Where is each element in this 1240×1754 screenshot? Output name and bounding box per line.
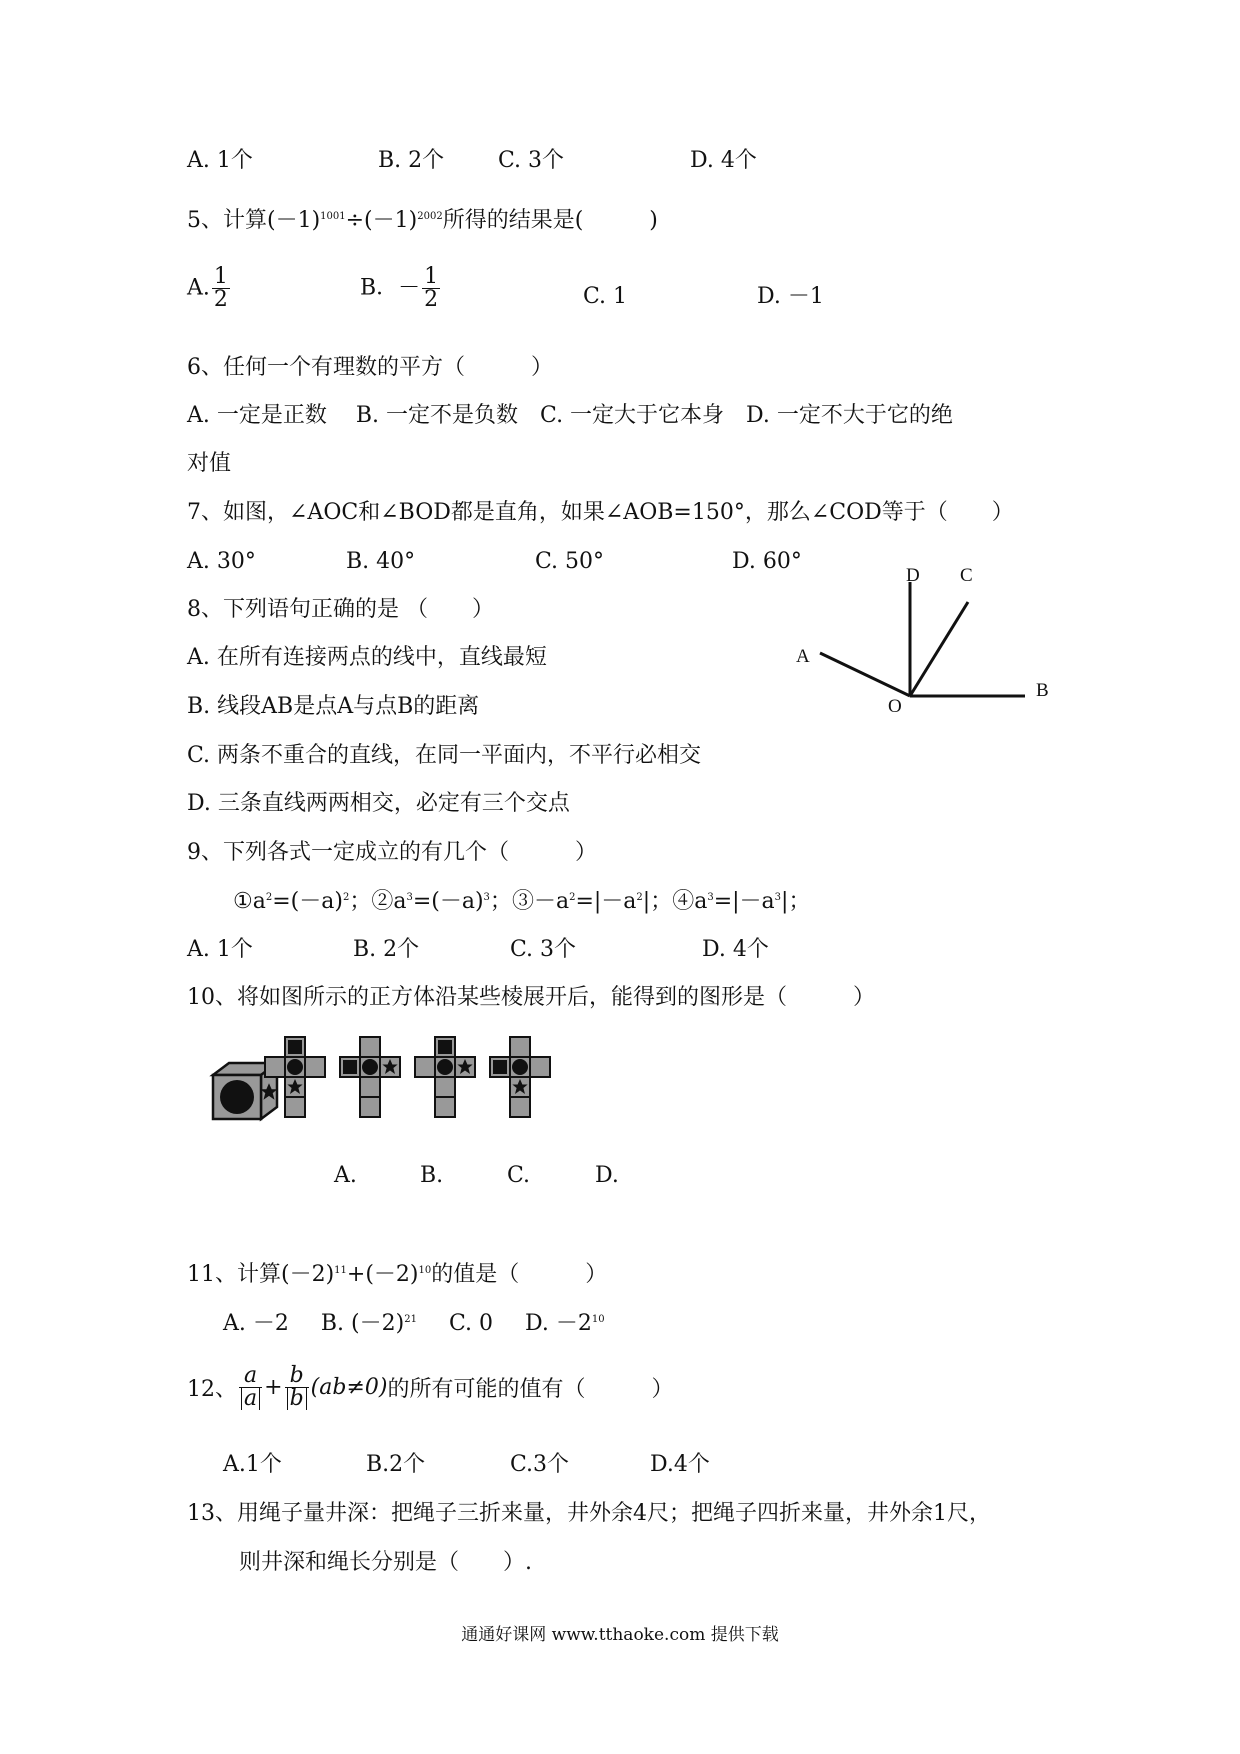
point-label-c: C: [960, 565, 973, 586]
q11-option-a: A. －2: [223, 1311, 289, 1336]
q4-option-a: A. 1个: [187, 148, 253, 173]
q10-label-a: A.: [334, 1163, 357, 1188]
q6-options: A. 一定是正数 B. 一定不是负数 C. 一定大于它本身 D. 一定不大于它的绝: [187, 403, 953, 428]
q12-option-a: A.1个: [223, 1452, 282, 1477]
q12-option-b: B.2个: [366, 1452, 426, 1477]
q8-option-a: A. 在所有连接两点的线中，直线最短: [187, 645, 547, 670]
q11-option-b: B. $(-2)^{21}$: [320, 1311, 417, 1336]
q5-option-c: C. 1: [583, 284, 628, 309]
q9-items: $①a^2=(-a)^2$；$②a^3=(-a)^3$；$③-a^2=|-a^2|$；$④a^3=|-a^3|$；: [233, 889, 811, 914]
q10-label-c: C.: [507, 1163, 531, 1188]
q6-stem: 6、任何一个有理数的平方（ ）: [187, 355, 553, 380]
point-label-o: O: [888, 696, 902, 717]
q8-option-b: B. 线段AB是点A与点B的距离: [187, 694, 480, 719]
q12-option-c: C.3个: [510, 1452, 570, 1477]
q11-option-c: C. 0: [448, 1311, 493, 1336]
q11-options: [223, 1311, 605, 1337]
ray-oa: [820, 653, 910, 696]
q5-option-d: D. －1: [757, 284, 824, 309]
net-d: [490, 1037, 550, 1117]
q12-option-d: D.4个: [650, 1452, 710, 1477]
q7-option-b: B. 40°: [346, 549, 416, 574]
q5-option-a: A. $\frac{1}{2}$: [187, 264, 228, 312]
q7-stem: 7、如图，∠AOC和∠BOD都是直角，如果∠AOB=150°，那么∠COD等于（ ）: [187, 500, 1014, 525]
q9-stem: 9、下列各式一定成立的有几个（ ）: [187, 840, 597, 865]
q10-label-d: D.: [595, 1163, 619, 1188]
q5-stem: 5、计算$(-1)^{1001}\div(-1)^{2002}$所得的结果是( ): [187, 208, 658, 233]
q7-option-a: A. 30°: [187, 549, 256, 574]
q7-option-d: D. 60°: [732, 549, 802, 574]
q13-line1: 13、用绳子量井深：把绳子三折来量，井外余4尺；把绳子四折来量，井外余1尺，: [187, 1501, 991, 1526]
ray-oc: [910, 602, 968, 696]
point-label-a: A: [796, 646, 810, 667]
q9-option-c: C. 3个: [510, 937, 577, 962]
q10-label-b: B.: [420, 1163, 444, 1188]
angle-figure: [780, 560, 1060, 720]
q9-option-b: B. 2个: [353, 937, 420, 962]
q13-line2: 则井深和绳长分别是（ ）.: [239, 1550, 532, 1575]
net-c: [415, 1037, 475, 1117]
q6-options-cont: 对值: [187, 451, 232, 476]
q9-option-d: D. 4个: [702, 937, 769, 962]
q11-option-d: D. $-2^{10}$: [524, 1311, 605, 1336]
point-label-d: D: [906, 565, 920, 586]
q9-option-a: A. 1个: [187, 937, 253, 962]
footer-credit: 通通好课网 www.tthaoke.com 提供下载: [461, 1625, 779, 1645]
q10-stem: 10、将如图所示的正方体沿某些棱展开后，能得到的图形是（ ）: [187, 985, 875, 1010]
q7-option-c: C. 50°: [535, 549, 605, 574]
q4-option-d: D. 4个: [690, 148, 757, 173]
q8-option-d: D. 三条直线两两相交，必定有三个交点: [187, 791, 570, 816]
point-label-b: B: [1036, 680, 1049, 701]
q12-stem: 12、 $\frac{a}{a}$ + $\frac{b}{b}$ (ab≠0)的所有可能的值有（ ）: [187, 1363, 674, 1411]
q4-option-b: B. 2个: [378, 148, 445, 173]
q11-stem: 11、计算$(-2)^{11}+(-2)^{10}$的值是（ ）: [187, 1262, 608, 1287]
cube-nets-figure: [205, 1035, 605, 1135]
q4-option-c: C. 3个: [498, 148, 565, 173]
net-b: [340, 1037, 400, 1117]
q5-option-b: B．－ $\frac{1}{2}$: [360, 264, 439, 312]
q8-option-c: C. 两条不重合的直线，在同一平面内，不平行必相交: [187, 743, 702, 768]
q8-stem: 8、下列语句正确的是 （ ）: [187, 597, 494, 622]
